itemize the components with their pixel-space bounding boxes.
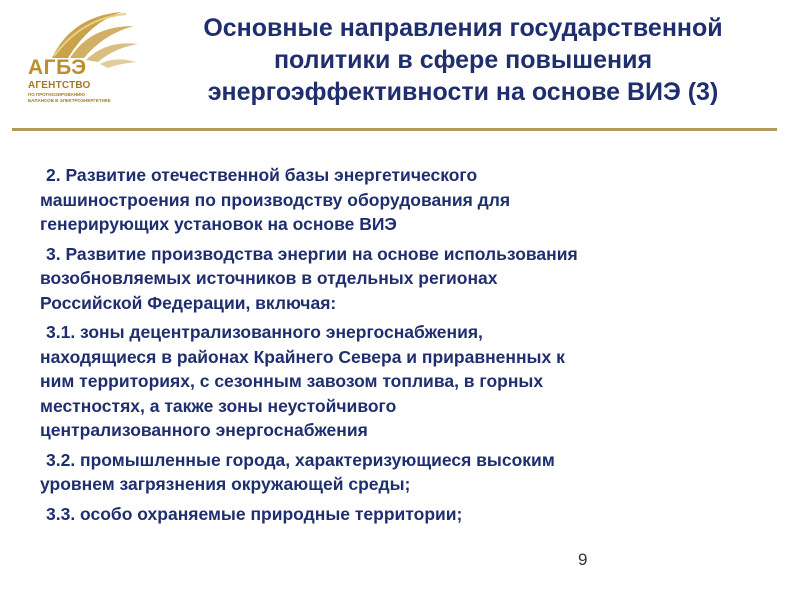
paragraph-item-2 xyxy=(40,163,760,237)
paragraph-line: уровнем загрязнения окружающей среды; xyxy=(40,474,411,494)
page-number: 9 xyxy=(578,550,588,569)
paragraph-line: генерирующих установок на основе ВИЭ xyxy=(40,214,397,234)
logo-abbreviation: АГБЭ xyxy=(28,56,87,79)
paragraph-item-3 xyxy=(40,242,760,316)
logo-subtitle xyxy=(28,92,128,103)
paragraph-item-3-1 xyxy=(40,320,760,443)
paragraph-line: находящиеся в районах Крайнего Севера и приравненных к xyxy=(40,346,565,367)
logo-agency-name: АГЕНТСТВО xyxy=(28,80,91,91)
paragraph-line: Российской Федерации, включая: xyxy=(40,292,337,313)
slide-title xyxy=(158,12,768,108)
paragraph-line: местностях, а также зоны неустойчивого xyxy=(40,395,397,416)
paragraph-line: ним территориях, с сезонным завозом топлива, в горных xyxy=(40,371,544,391)
paragraph-line: 3. Развитие производства энергии на основе использования xyxy=(46,243,578,264)
paragraph-line: 3.3. особо охраняемые природные территории; xyxy=(46,503,463,524)
title-line: Основные направления государственной xyxy=(203,14,723,42)
agency-logo xyxy=(12,8,142,120)
paragraph-line: 2. Развитие отечественной базы энергетического xyxy=(46,165,478,185)
title-line: политики в сфере повышения xyxy=(273,46,653,74)
paragraph-line: 3.2. промышленные города, характеризующиеся высоким xyxy=(46,449,555,470)
title-divider xyxy=(12,128,777,131)
paragraph-line: возобновляемых источников в отдельных регионах xyxy=(40,268,498,288)
logo-subtitle-line: БАЛАНСОВ В ЭЛЕКТРОЭНЕРГЕТИКЕ xyxy=(28,97,111,103)
paragraph-item-3-3 xyxy=(40,502,760,527)
paragraph-line: централизованного энергоснабжения xyxy=(40,420,368,440)
title-line: энергоэффективности на основе ВИЭ (3) xyxy=(207,78,719,106)
logo-subtitle-line: ПО ПРОГНОЗИРОВАНИЮ xyxy=(28,92,85,97)
paragraph-line: машиностроения по производству оборудования для xyxy=(40,189,511,210)
paragraph-item-3-2 xyxy=(40,448,760,497)
paragraph-line: 3.1. зоны децентрализованного энергоснабжения, xyxy=(46,322,483,342)
slide-body xyxy=(40,163,760,531)
